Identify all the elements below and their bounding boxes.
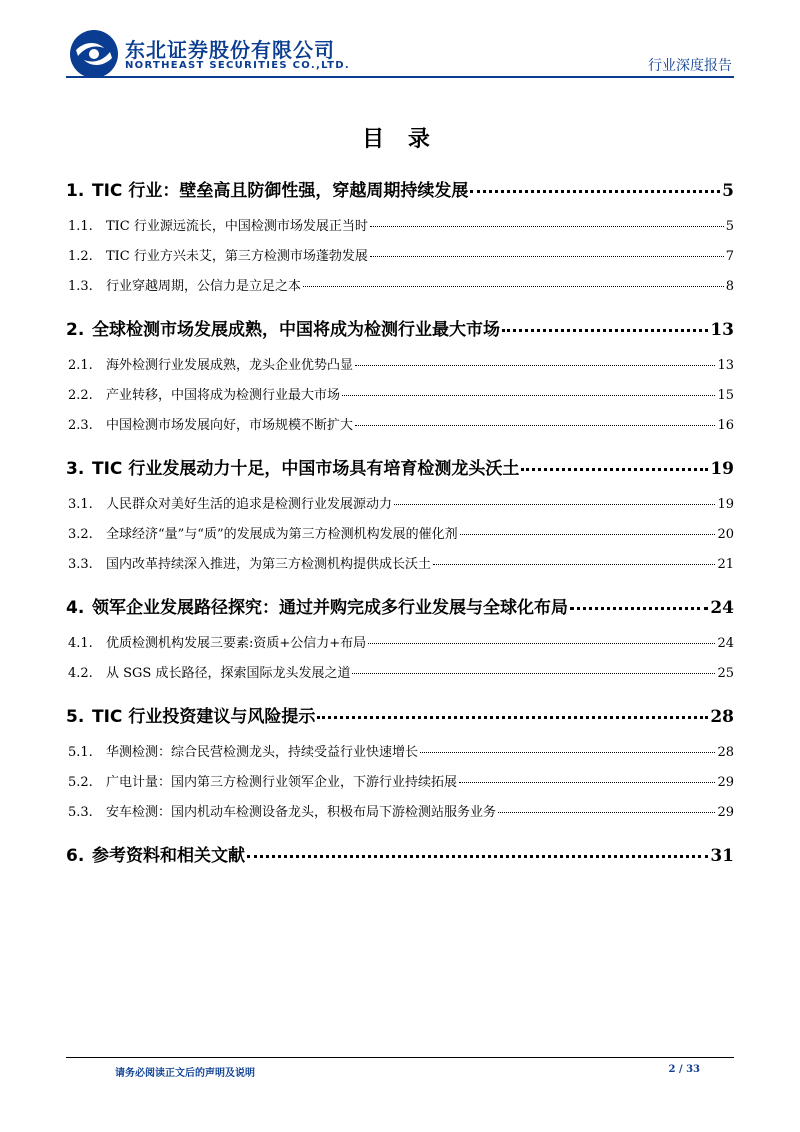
toc-entry-number: 4.2.: [68, 666, 93, 681]
toc-entry-title: 华测检测：综合民营检测龙头，持续受益行业快速增长: [106, 745, 419, 760]
toc-dot-leader: [342, 395, 715, 396]
toc-chapter-entry[interactable]: [66, 702, 734, 727]
toc-entry-page: 15: [717, 388, 734, 403]
toc-section-entry[interactable]: [66, 801, 734, 820]
toc-entry-page: 21: [717, 557, 734, 572]
toc-dot-leader: [355, 425, 715, 426]
report-type-label: 行业深度报告: [648, 58, 732, 74]
toc-entry-page: 25: [717, 666, 734, 681]
toc-section-entry[interactable]: [66, 662, 734, 681]
toc-entry-title: 广电计量：国内第三方检测行业领军企业，下游行业持续拓展: [106, 775, 458, 790]
toc-dot-leader: [521, 468, 708, 471]
toc-entry-number: 1.2.: [68, 249, 93, 264]
toc-dot-leader: [303, 286, 724, 287]
toc-entry-number: 5.3.: [68, 805, 93, 820]
company-name-cn: 东北证券股份有限公司: [125, 38, 335, 62]
page-indicator: 2 / 33: [668, 1064, 700, 1075]
toc-entry-number: 1.: [66, 181, 85, 201]
toc-entry-title: 海外检测行业发展成熟，龙头企业优势凸显: [106, 358, 354, 373]
toc-entry-title: 人民群众对美好生活的追求是检测行业发展源动力: [106, 497, 393, 512]
toc-dot-leader: [420, 752, 715, 753]
toc-dot-leader: [394, 504, 715, 505]
toc-dot-leader: [370, 256, 724, 257]
toc-section-entry[interactable]: [66, 493, 734, 512]
toc-entry-number: 5.2.: [68, 775, 93, 790]
page-header: [0, 0, 800, 80]
toc-entry-page: 28: [710, 707, 734, 727]
toc-entry-number: 2.: [66, 320, 85, 340]
toc-entry-number: 5.1.: [68, 745, 93, 760]
toc-entry-title: TIC 行业投资建议与风险提示: [92, 707, 316, 727]
toc-entry-number: 2.1.: [68, 358, 93, 373]
toc-entry-number: 2.2.: [68, 388, 93, 403]
toc-entry-number: 3.1.: [68, 497, 93, 512]
toc-entry-number: 2.3.: [68, 418, 93, 433]
toc-dot-leader: [570, 607, 708, 610]
toc-entry-page: 31: [710, 846, 734, 866]
toc-entry-number: 1.3.: [68, 279, 93, 294]
toc-entry-title: 国内改革持续深入推进，为第三方检测机构提供成长沃土: [106, 557, 432, 572]
toc-entry-page: 24: [717, 636, 734, 651]
toc-entry-title: TIC 行业发展动力十足，中国市场具有培育检测龙头沃土: [92, 459, 520, 479]
toc-section-entry[interactable]: [66, 275, 734, 294]
toc-entry-title: 行业穿越周期，公信力是立足之本: [106, 279, 302, 294]
toc-entry-number: 1.1.: [68, 219, 93, 234]
toc-entry-page: 7: [725, 249, 734, 264]
toc-chapter-entry[interactable]: [66, 315, 734, 340]
toc-entry-page: 29: [717, 775, 734, 790]
toc-section-entry[interactable]: [66, 771, 734, 790]
toc-dot-leader: [355, 365, 715, 366]
toc-entry-page: 19: [710, 459, 734, 479]
toc-entry-number: 3.: [66, 459, 85, 479]
toc-section-entry[interactable]: [66, 523, 734, 542]
toc-section-entry[interactable]: [66, 245, 734, 264]
toc-entry-title: 全球检测市场发展成熟，中国将成为检测行业最大市场: [92, 320, 500, 340]
toc-entry-page: 5: [725, 219, 734, 234]
footer-divider: [66, 1057, 734, 1058]
footer-disclaimer: 请务必阅读正文后的声明及说明: [115, 1068, 255, 1079]
toc-entry-page: 20: [717, 527, 734, 542]
toc-dot-leader: [498, 812, 715, 813]
toc-dot-leader: [370, 226, 724, 227]
toc-entry-number: 4.1.: [68, 636, 93, 651]
toc-title: 目 录: [362, 126, 438, 152]
toc-entry-page: 13: [710, 320, 734, 340]
toc-entry-number: 4.: [66, 598, 85, 618]
toc-section-entry[interactable]: [66, 384, 734, 403]
toc-chapter-entry[interactable]: [66, 593, 734, 618]
toc-chapter-entry[interactable]: [66, 454, 734, 479]
toc-dot-leader: [433, 564, 715, 565]
toc-entry-title: 安车检测：国内机动车检测设备龙头，积极布局下游检测站服务业务: [106, 805, 497, 820]
toc-entry-number: 3.3.: [68, 557, 93, 572]
toc-dot-leader: [502, 329, 708, 332]
toc-entry-number: 6.: [66, 846, 85, 866]
toc-dot-leader: [368, 643, 715, 644]
toc-entry-title: 从 SGS 成长路径，探索国际龙头发展之道: [106, 666, 351, 681]
toc-dot-leader: [247, 855, 708, 858]
toc-entry-number: 5.: [66, 707, 85, 727]
toc-section-entry[interactable]: [66, 741, 734, 760]
toc-entry-title: 全球经济“量”与“质”的发展成为第三方检测机构发展的催化剂: [106, 527, 458, 542]
toc-entry-page: 28: [717, 745, 734, 760]
toc-entry-title: TIC 行业：壁垒高且防御性强，穿越周期持续发展: [92, 181, 469, 201]
toc-entry-number: 3.2.: [68, 527, 93, 542]
toc-entry-page: 8: [725, 279, 734, 294]
toc-section-entry[interactable]: [66, 215, 734, 234]
toc-entry-title: 领军企业发展路径探究：通过并购完成多行业发展与全球化布局: [92, 598, 568, 618]
toc-chapter-entry[interactable]: [66, 176, 734, 201]
toc-entry-title: 中国检测市场发展向好，市场规模不断扩大: [106, 418, 354, 433]
toc-entry-title: TIC 行业源远流长，中国检测市场发展正当时: [106, 219, 368, 234]
toc-entry-page: 5: [722, 181, 734, 201]
toc-entry-page: 13: [717, 358, 734, 373]
toc-dot-leader: [470, 190, 720, 193]
header-divider: [66, 76, 734, 78]
toc-entry-title: 参考资料和相关文献: [92, 846, 245, 866]
toc-section-entry[interactable]: [66, 414, 734, 433]
toc-dot-leader: [317, 716, 708, 719]
toc-dot-leader: [460, 534, 716, 535]
toc-dot-leader: [459, 782, 715, 783]
toc-entry-page: 24: [710, 598, 734, 618]
company-name-en: NORTHEAST SECURITIES CO.,LTD.: [125, 60, 350, 71]
company-logo-icon: [68, 28, 120, 80]
toc-section-entry[interactable]: [66, 354, 734, 373]
toc-entry-page: 29: [717, 805, 734, 820]
toc-entry-title: TIC 行业方兴未艾，第三方检测市场蓬勃发展: [106, 249, 368, 264]
toc-entry-page: 16: [717, 418, 734, 433]
toc-dot-leader: [352, 673, 715, 674]
toc-chapter-entry[interactable]: [66, 841, 734, 866]
toc-section-entry[interactable]: [66, 553, 734, 572]
toc-section-entry[interactable]: [66, 632, 734, 651]
toc-entry-page: 19: [717, 497, 734, 512]
toc-entry-title: 产业转移，中国将成为检测行业最大市场: [106, 388, 341, 403]
toc-entry-title: 优质检测机构发展三要素:资质+公信力+布局: [106, 636, 367, 651]
